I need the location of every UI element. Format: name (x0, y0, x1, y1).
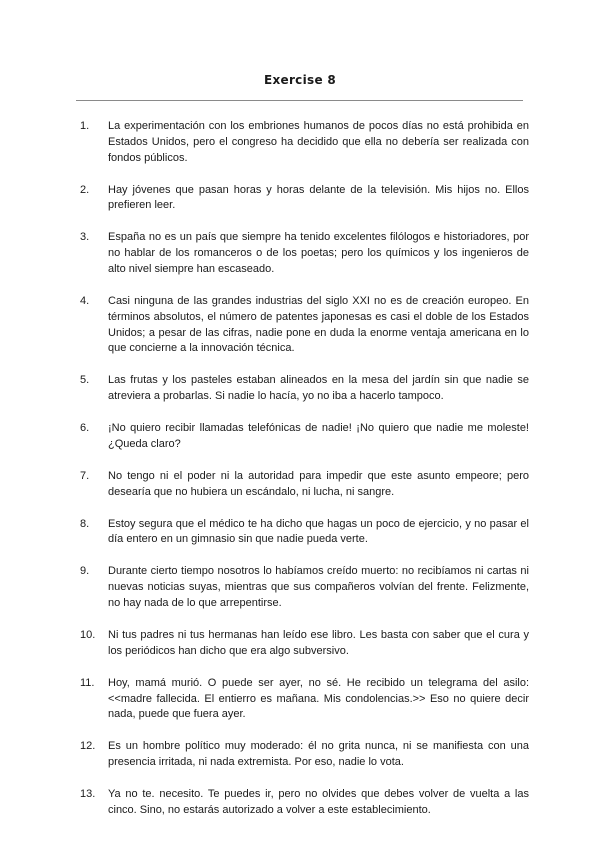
item-number: 7. (80, 469, 90, 482)
item-number: 3. (80, 231, 90, 244)
exercise-item-1 (80, 119, 529, 166)
item-number: 1. (80, 120, 90, 132)
item-number: 5. (80, 374, 90, 387)
item-number: 4. (80, 294, 90, 307)
item-text: ¡No quiero recibir llamadas telefónicas de nadie! ¡No quiero que nadie me moleste! ¿Queda claro? (108, 422, 529, 450)
exercise-item-10 (80, 628, 529, 660)
exercise-item-4 (80, 294, 529, 357)
page-title: Exercise 8 (263, 73, 337, 87)
exercise-item-13 (80, 787, 529, 819)
item-text: Es un hombre político muy moderado: él no grita nunca, ni se manifiesta con una presencia irritada, ni nada extremista. Por eso, nadie lo vota. (108, 740, 529, 769)
item-number: 12. (80, 740, 96, 753)
item-number: 13. (80, 788, 96, 801)
item-text: España no es un país que siempre ha tenido excelentes filólogos e historiadores, por no hablar de los romanceros o de los poetas; pero los químicos y los ingenieros de alto nivel siempre han escaseado. (108, 231, 529, 275)
item-text: Hay jóvenes que pasan horas y horas delante de la televisión. Mis hijos no. Ellos prefieren leer. (108, 183, 529, 212)
item-text: Las frutas y los pasteles estaban alineados en la mesa del jardín sin que nadie se atreviera a probarlas. Si nadie lo hacía, yo no iba a hacerlo tampoco. (108, 374, 529, 403)
item-number: 9. (80, 565, 90, 578)
exercise-item-12 (80, 739, 529, 771)
item-text: Casi ninguna de las grandes industrias del siglo XXI no es de creación europeo. En términos absolutos, el número de patentes japonesas es casi el doble de los Estados Unidos; a pesar de las cifras, nadie pone en duda la enorme ventaja americana en lo que concierne a la innovación técnica. (108, 294, 529, 355)
item-text: Durante cierto tiempo nosotros lo habíamos creído muerto: no recibíamos ni cartas ni nuevas noticias suyas, mientras que sus compañeros volvían del frente. Felizmente, no hay nada de lo que arrepentirse. (108, 565, 529, 610)
item-number: 8. (80, 517, 90, 530)
exercise-item-6 (80, 421, 529, 453)
exercise-item-9 (80, 564, 529, 611)
item-text: Ya no te. necesito. Te puedes ir, pero no olvides que debes volver de vuelta a las cinco. Sino, no estarás autorizado a volver a este establecimiento. (108, 788, 529, 816)
item-text: No tengo ni el poder ni la autoridad para impedir que este asunto empeore; pero desearía que no hubiera un escándalo, ni lucha, ni sangre. (108, 469, 529, 498)
title-divider (76, 100, 523, 101)
exercise-item-8 (80, 517, 529, 549)
item-text: Hoy, mamá murió. O puede ser ayer, no sé. He recibido un telegrama del asilo: <<madre fallecida. El entierro es mañana. Mis condolencias.>> Eso no quiere decir nada, puede que fuera ayer. (108, 676, 529, 721)
item-number: 2. (80, 183, 90, 196)
item-number: 10. (80, 629, 96, 642)
exercise-item-3 (80, 230, 529, 277)
item-text: La experimentación con los embriones humanos de pocos días no está prohibida en Estados Unidos, pero el congreso ha decidido que ella no debería ser realizada con fondos públicos. (108, 120, 529, 164)
item-text: Ni tus padres ni tus hermanas han leído ese libro. Les basta con saber que el cura y los periódicos han dicho que era algo subversivo. (108, 629, 529, 657)
exercise-item-7 (80, 469, 529, 501)
exercise-item-11 (80, 676, 529, 723)
exercise-item-5 (80, 373, 529, 405)
exercise-item-2 (80, 183, 529, 215)
item-number: 11. (80, 676, 95, 689)
item-number: 6. (80, 422, 90, 435)
exercise-list (80, 119, 529, 835)
item-text: Estoy segura que el médico te ha dicho que hagas un poco de ejercicio, y no pasar el día entero en un gimnasio sin que nadie pueda verte. (108, 517, 529, 546)
